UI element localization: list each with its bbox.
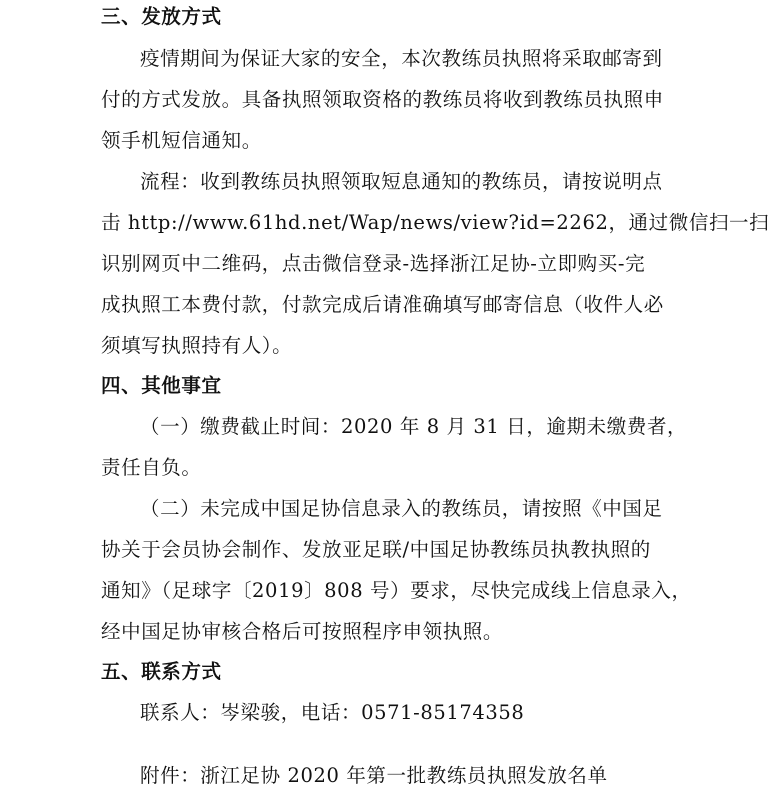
paragraph-line: 领手机短信通知。 [101,129,262,152]
paragraph-line: 成执照工本费付款，付款完成后请准确填写邮寄信息（收件人必 [101,293,664,316]
paragraph-line: （一）缴费截止时间：2020 年 8 月 31 日，逾期未缴费者， [140,415,688,438]
contact-line: 联系人：岑梁骏，电话：0571-85174358 [140,701,525,724]
paragraph-line: 通知》（足球字〔2019〕808 号）要求，尽快完成线上信息录入， [101,579,692,602]
section-five-heading: 五、联系方式 [101,660,222,683]
paragraph-line: 须填写执照持有人）。 [101,334,293,357]
paragraph-line: 经中国足协审核合格后可按照程序申领执照。 [101,620,504,643]
paragraph-line-url: 击 http://www.61hd.net/Wap/news/view?id=2262，通过微信扫一扫 [101,211,770,234]
paragraph-line: 疫情期间为保证大家的安全，本次教练员执照将采取邮寄到 [140,47,663,70]
paragraph-line: 责任自负。 [101,456,202,479]
paragraph-line: 识别网页中二维码，点击微信登录-选择浙江足协-立即购买-完 [101,252,646,275]
section-four-heading: 四、其他事宜 [101,374,222,397]
paragraph-line: 付的方式发放。具备执照领取资格的教练员将收到教练员执照申 [101,88,664,111]
paragraph-line: 协关于会员协会制作、发放亚足联/中国足协教练员执教执照的 [101,538,651,561]
section-three-heading: 三、发放方式 [101,5,222,28]
paragraph-line: 流程：收到教练员执照领取短息通知的教练员，请按说明点 [140,170,663,193]
attachment-line: 附件：浙江足协 2020 年第一批教练员执照发放名单 [140,764,608,787]
paragraph-line: （二）未完成中国足协信息录入的教练员，请按照《中国足 [140,497,663,520]
